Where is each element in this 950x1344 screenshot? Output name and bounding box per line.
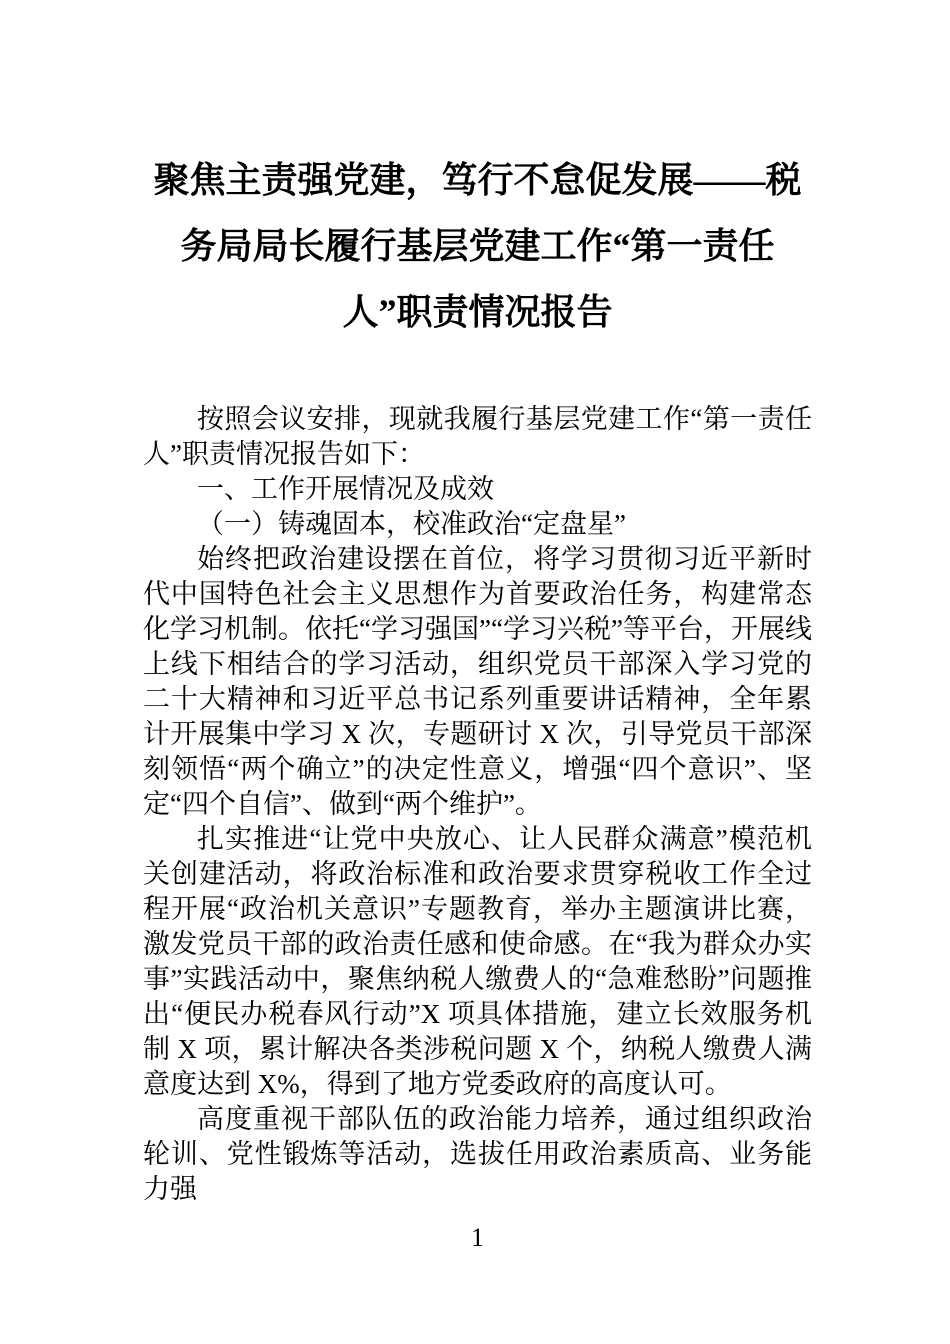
paragraph: （一）铸魂固本，校准政治“定盘星”: [197, 509, 626, 539]
title-line: 人”职责情况报告: [342, 292, 613, 332]
paragraph: 扎实推进“让党中央放心、让人民群众满意”模范机关创建活动，将政治标准和政治要求贯穿税收工作全过程开展“政治机关意识”专题教育，举办主题演讲比赛，激发党员干部的政治责任感和使命感。在“我为群众办实事”实践活动中，聚焦纳税人缴费人的“急难愁盼”问题推出“便民办税春风行动”X 项具体措施，建立长效服务机制 X 项，累计解决各类涉税问题 X 个，纳税人缴费人满意度达到 X%，得到了地方党委政府的高度认可。: [143, 824, 812, 1099]
document-title: [143, 147, 812, 345]
paragraph: 高度重视干部队伍的政治能力培养，通过组织政治轮训、党性锻炼等活动，选拔任用政治素质高、业务能力强: [143, 1104, 812, 1204]
paragraph: 始终把政治建设摆在首位，将学习贯彻习近平新时代中国特色社会主义思想作为首要政治任务，构建常态化学习机制。依托“学习强国”“学习兴税”等平台，开展线上线下相结合的学习活动，组织党员干部深入学习党的二十大精神和习近平总书记系列重要讲话精神，全年累计开展集中学习 X 次，专题研讨 X 次，引导党员干部深刻领悟“两个确立”的决定性意义，增强“四个意识”、坚定“四个自信”、做到“两个维护”。: [143, 544, 812, 819]
title-line: 聚焦主责强党建，笃行不怠促发展——税: [153, 160, 802, 200]
paragraph: 一、工作开展情况及成效: [197, 474, 494, 504]
paragraph: 按照会议安排，现就我履行基层党建工作“第一责任人”职责情况报告如下：: [143, 404, 812, 469]
title-line: 务局局长履行基层党建工作“第一责任: [180, 226, 775, 266]
document-body: [143, 402, 812, 1207]
page-number: 1: [471, 1223, 484, 1252]
